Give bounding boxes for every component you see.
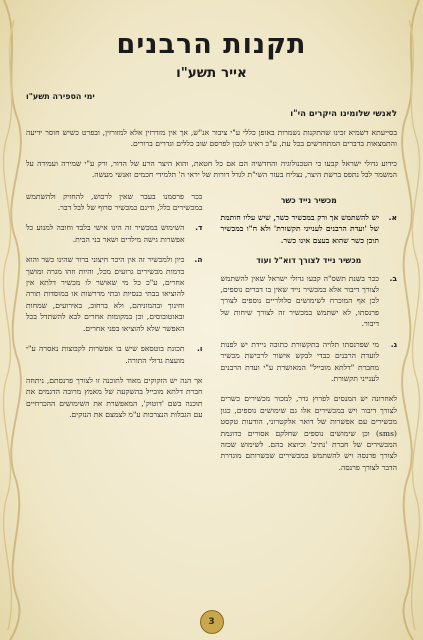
continued-paragraph: ככר פרסמנו בעבר שאין לרכוש, להחזיק ולהשתמש במכשירים כלל, ודינם כמכשיר סרוף של לבל דבר. <box>26 191 203 213</box>
rule-number: א. <box>388 213 397 223</box>
rule-number: ד. <box>195 223 203 233</box>
dateline: ימי הספירה תשע"ו <box>26 92 95 101</box>
rule-text: מי שפרנסתו תלויה בתקשורת כתובה ניידת יש לפנות לועדת הרבנים כבדי לבקש אישור לרכישת מכשיר מחברת "דלתא מובייל" המאושרת ע"י ועדת הרבנים לענייני תקשורת. <box>220 339 379 383</box>
page-title: תקנות הרבנים <box>116 29 307 60</box>
page-subtitle: אייר תשע"ו <box>176 65 247 81</box>
rule-number: ה. <box>194 255 203 265</box>
rule-item <box>26 343 203 366</box>
intro-paragraph-2: כידוע גדולי ישראל קבעו כי הטכנולוגיה והחדשיה הם אם כל חטאת, והוא היצר הרע של הדור, ורק ע"י שמירה ועמידה על המשמר לבל נתפס ברשת היצר, נצליח בעזר השי"ת לגדל דורות של יראי ה' תלמידי חכמים ואנשי מעשה. <box>26 158 397 180</box>
page-number-badge: 3 <box>200 610 224 634</box>
right-column <box>221 191 398 483</box>
left-column <box>26 191 203 483</box>
left-ornament <box>0 0 24 640</box>
greeting: לאנשי שלומינו היקרים הי"ו <box>290 109 397 119</box>
closing-paragraph: לאחרונה יש המנסים לפרוץ גדר, למכור מכשירים כשרים לצורך דיבור ויש במכשירים אלו גם שימושים נוספים, כגון מכשירים עם אפשרות של דואר אלקטרוני, הודעות טקסט (sms) וכן שימושים נוספים שחלקם אסורים כדוגמת המכשירים של חברת 'נתיב' וכיוצא בהם. לשימוש שכזה לצורך פרנסה ויש להשתמש במכשירים שכשרותם מוגדרת הדבר לצורך פרנסה. <box>220 394 397 472</box>
rule-text: השימוש במכשיר זה הינו אישי בלבד וחובה למנוע כל אפשרות גישה מילדים ושאר בני הבית. <box>26 223 185 244</box>
rule-number: ג. <box>390 339 397 349</box>
rule-text: ככר בשנת תשס"ה קבעו גדולי ישראל שאין להשתמש לצורך דיבור אלא במכשיר נייד שאין בו דברים נוספים, לכן אף המוכרח לשימושים סלולריים נוספים לצורך פרנסתו, לא ישתמש במכשיר זה לצורך שיחות של דיבור. <box>220 273 379 329</box>
document-body <box>26 28 397 616</box>
section-heading: מכשיר נייד לצורך דוא"ל ועוד <box>256 256 362 266</box>
intro-paragraph-1: בסייעתא דשמיא זכינו שהתקנות נשמרות באופן כללי ע"י ציבור אנ"ש, אך אין מזדרזין אלא למזורזין, ובפרט כשיש חוסר ידיעה והתמצאות בדברים המתחדשים בכל עת, ע"כ ראינו לנכון לפרסם שוב כללים וגדרים ברורים. <box>26 128 397 149</box>
rule-text: תכונת בוטסאפ שיש בו אפשרות לקבוצות נאסרה ע"י מועצת גדולי התורה. <box>26 344 185 365</box>
section-heading: מכשיר נייד כשר <box>280 195 337 205</box>
closing-paragraph: אך הנה יש הזקוקים מאוד לתוכנה זו לצורך פרנסתם, ניתחה חברת דלתא מובייל בהשקעה של מאמץ מרובה הדגמים את תוכנה בשם 'דוטוק', המאפשרת את השימושים ההכרחיים עם הגבלות הנצרכות ע"מ לצמצם את הנזקים. <box>26 375 203 420</box>
rule-item <box>221 212 398 246</box>
rule-item <box>26 254 203 334</box>
rule-item <box>221 273 398 330</box>
rule-number: ו. <box>197 344 203 354</box>
rule-text: כיון ולמכשיר זה אין היכר חיצוני ברור שהינו כשר והוא כדמות מכשירים גרועים מכל, והיות וזהו מגרה ומושך אחרים, ע"כ כל מי שאושר לו מכשיר דלתא אין להוציאו בבתי כנסיות ובתי מדרשות או במוסדות תורה וחינוך ובהמוניהם, ולא ברחוב, באירועים, שמחות ובאוטובוסים, וכן במקומות אחרים לבא להשתדל בכל האפשר שלא להוציאו בפני אחרים. <box>26 255 185 333</box>
rule-item <box>26 222 203 245</box>
rule-item <box>221 339 398 385</box>
two-column-body <box>26 191 397 483</box>
rule-number: ב. <box>389 273 397 283</box>
right-ornament <box>399 0 423 640</box>
rule-text: יש להשתמש אך ורק במכשיר כשר, שיש עליו חותמת של 'ועדת הרבנים לענייני תקשורת' ולא ח"ו במכשיר תוכן כשר שהוא בעצם אינו כשר. <box>220 213 379 245</box>
